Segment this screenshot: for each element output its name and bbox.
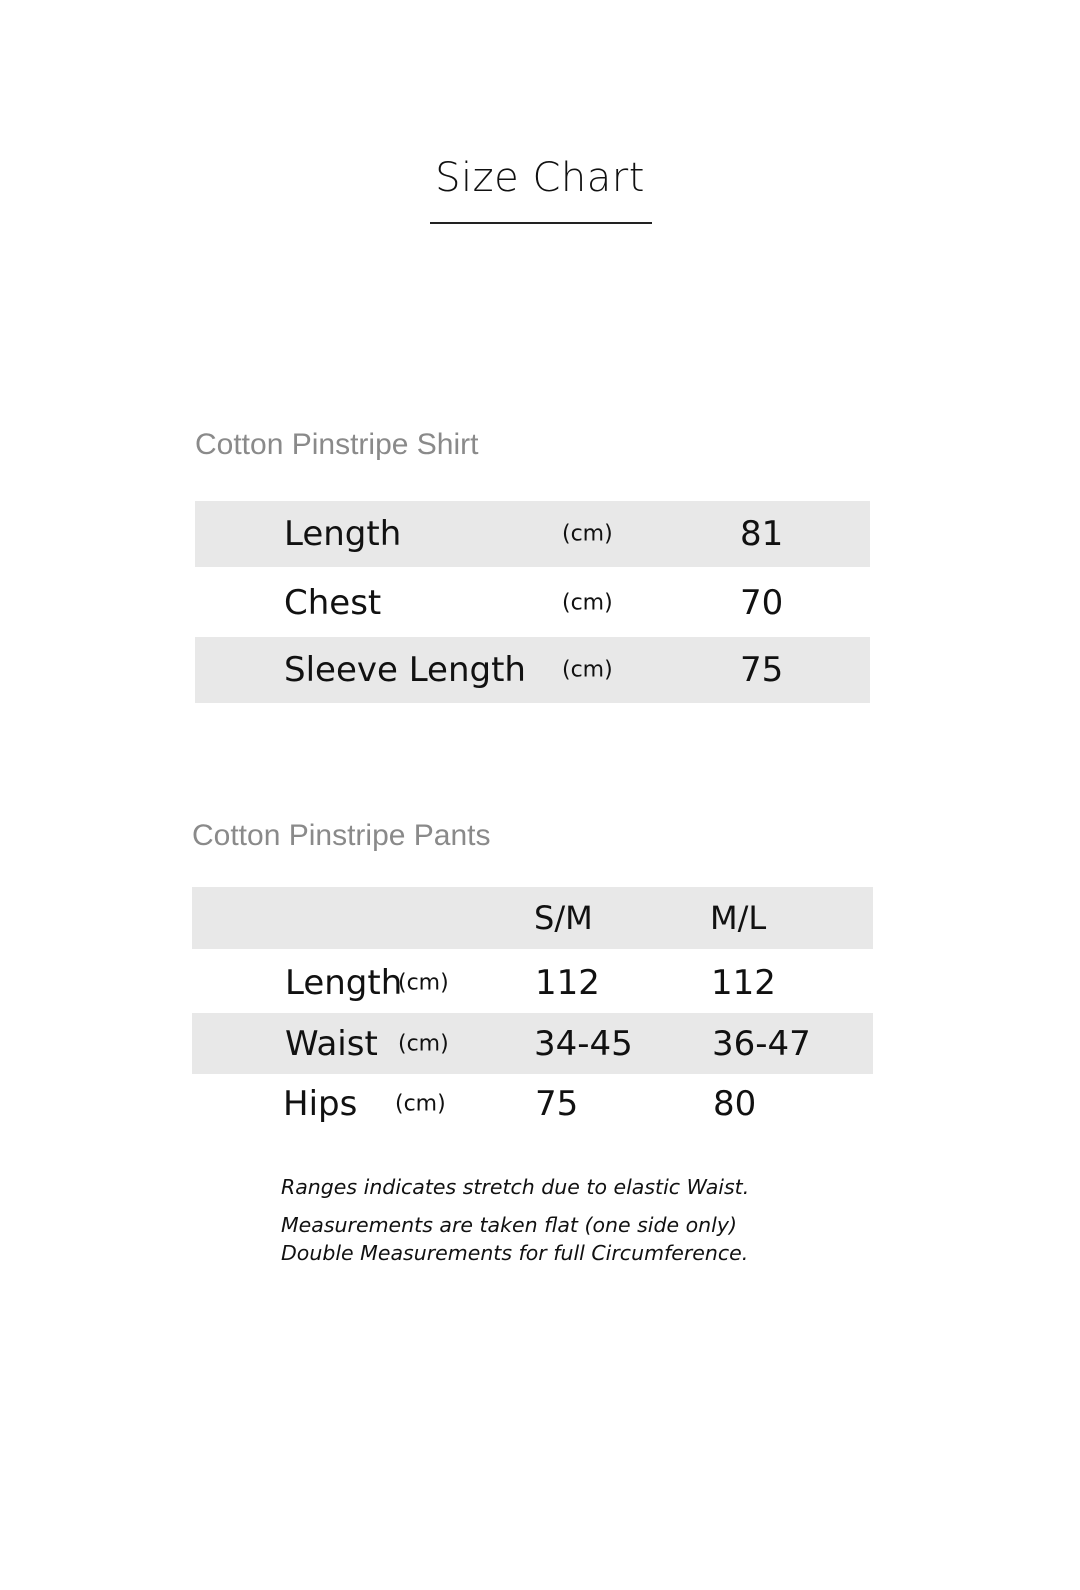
row-value: 75 (740, 650, 784, 690)
row-value-ml: 36-47 (712, 1023, 811, 1064)
row-label: Waist (285, 1023, 378, 1064)
shirt-section-title: Cotton Pinstripe Shirt (195, 428, 479, 461)
row-unit: (cm) (562, 657, 613, 683)
row-value-ml: 80 (713, 1084, 757, 1124)
row-unit: (cm) (398, 970, 449, 996)
table-row (195, 637, 870, 703)
row-label: Hips (283, 1084, 358, 1124)
row-value-sm: 34-45 (534, 1023, 633, 1064)
row-label: Chest (284, 583, 382, 623)
row-value: 70 (740, 583, 784, 623)
title-underline (430, 222, 652, 224)
row-label: Length (285, 963, 403, 1003)
row-label: Sleeve Length (284, 650, 526, 690)
size-header-sm: S/M (534, 899, 593, 937)
row-value-sm: 75 (535, 1084, 579, 1124)
row-unit: (cm) (562, 590, 613, 616)
row-value: 81 (740, 514, 784, 554)
row-unit: (cm) (398, 1031, 449, 1056)
page-title: Size Chart (435, 155, 645, 201)
row-unit: (cm) (562, 521, 613, 547)
note-double: Double Measurements for full Circumference. (281, 1241, 749, 1265)
row-label: Length (284, 514, 402, 554)
note-flat: Measurements are taken flat (one side only) (281, 1213, 737, 1237)
note-stretch: Ranges indicates stretch due to elastic Waist. (281, 1175, 750, 1199)
table-header-row (192, 887, 873, 949)
row-value-sm: 112 (535, 963, 600, 1003)
size-header-ml: M/L (710, 899, 767, 937)
row-value-ml: 112 (711, 963, 776, 1003)
row-unit: (cm) (395, 1091, 446, 1117)
table-row (192, 953, 873, 1013)
pants-section-title: Cotton Pinstripe Pants (192, 819, 491, 852)
table-row (195, 501, 870, 567)
table-row (192, 1013, 873, 1074)
table-row (195, 570, 870, 636)
table-row (192, 1074, 873, 1134)
